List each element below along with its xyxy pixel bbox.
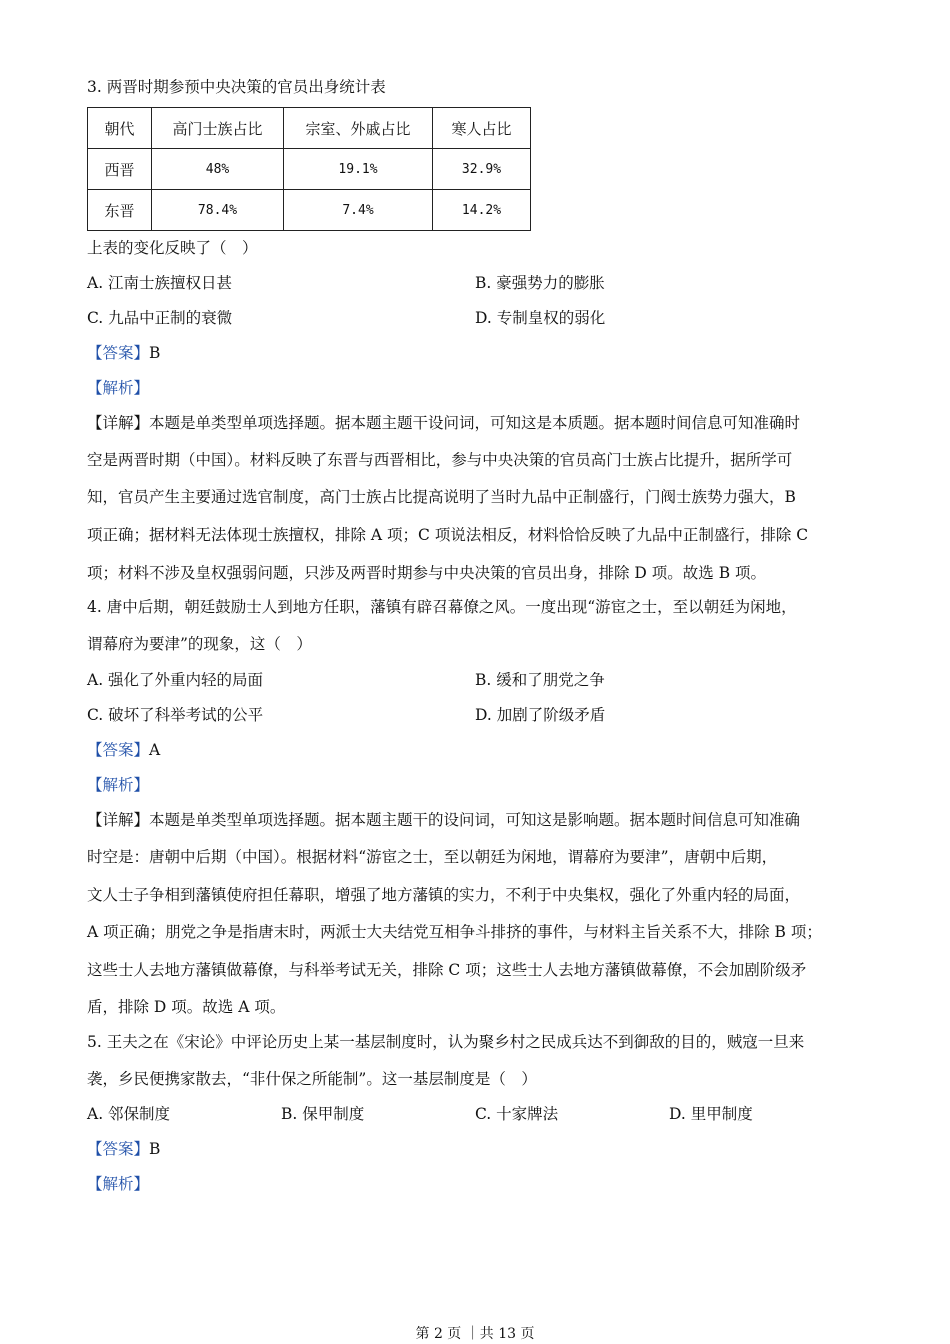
table-cell: 7.4%: [284, 190, 433, 231]
table-cell: 19.1%: [284, 149, 433, 190]
table-header-row: [88, 108, 531, 149]
q5-option-b: B. 保甲制度: [281, 1105, 365, 1123]
q4-answer: [87, 739, 160, 761]
q4-detail-line: [87, 809, 800, 831]
q4-detail-line: 这些士人去地方藩镇做幕僚，与科举考试无关，排除 C 项；这些士人去地方藩镇做幕僚，不会加剧阶级矛: [87, 961, 807, 979]
q3-detail-line: 知，官员产生主要通过选官制度，高门士族占比提高说明了当时九品中正制盛行，门阀士族势力强大，B: [87, 488, 796, 506]
table-header-cell: 高门士族占比: [152, 108, 284, 149]
page-number-footer: 第 2 页 ｜共 13 页: [415, 1326, 535, 1342]
q3-answer: [87, 342, 160, 364]
q4-analysis-tag: 【解析】: [87, 776, 150, 794]
q5-answer: [87, 1138, 160, 1160]
table-header-cell: 宗室、外戚占比: [284, 108, 433, 149]
q3-title: 3. 两晋时期参预中央决策的官员出身统计表: [87, 78, 386, 96]
q3-detail-line: 空是两晋时期（中国）。材料反映了东晋与西晋相比，参与中央决策的官员高门士族占比提升，据所学可: [87, 451, 793, 469]
stats-table: [87, 107, 531, 231]
q3-analysis-tag: 【解析】: [87, 379, 150, 397]
detail-text: 本题是单类型单项选择题。据本题主题干的设问词，可知这是影响题。据本题时间信息可知准确: [149, 811, 801, 829]
answer-value: A: [149, 741, 161, 759]
q5-option-a: A. 邻保制度: [87, 1105, 171, 1123]
answer-value: B: [149, 344, 161, 362]
q3-detail-line: 项正确；据材料无法体现士族擅权，排除 A 项；C 项说法相反，材料恰恰反映了九品中正制盛行，排除 C: [87, 526, 809, 544]
q3-detail-line: 项；材料不涉及皇权强弱问题，只涉及两晋时期参与中央决策的官员出身，排除 D 项。故选 B 项。: [87, 564, 767, 582]
q3-stem: 上表的变化反映了（ ）: [87, 239, 258, 257]
table-cell: 78.4%: [152, 190, 284, 231]
detail-tag: 【详解】: [87, 414, 150, 432]
detail-tag: 【详解】: [87, 811, 150, 829]
table-cell: 14.2%: [433, 190, 531, 231]
table-cell: 西晋: [88, 149, 152, 190]
q3-option-a: A. 江南士族擅权日甚: [87, 274, 233, 292]
q5-option-d: D. 里甲制度: [669, 1105, 753, 1123]
table-header-cell: 寒人占比: [433, 108, 531, 149]
q3-option-c: C. 九品中正制的衰微: [87, 309, 233, 327]
table-header-cell: 朝代: [88, 108, 152, 149]
table-cell: 32.9%: [433, 149, 531, 190]
q3-option-d: D. 专制皇权的弱化: [475, 309, 606, 327]
q4-stem-line: 谓幕府为要津”的现象，这（ ）: [87, 635, 312, 653]
q5-stem-line: 5. 王夫之在《宋论》中评论历史上某一基层制度时，认为聚乡村之民成兵达不到御敌的目的，贼寇一旦来: [87, 1033, 805, 1051]
q5-option-c: C. 十家牌法: [475, 1105, 559, 1123]
answer-tag: 【答案】: [87, 344, 150, 362]
q4-detail-line: 文人士子争相到藩镇使府担任幕职，增强了地方藩镇的实力，不利于中央集权，强化了外重内轻的局面，: [87, 886, 801, 904]
detail-text: 本题是单类型单项选择题。据本题主题干设问词，可知这是本质题。据本题时间信息可知准确时: [149, 414, 801, 432]
q3-option-b: B. 豪强势力的膨胀: [475, 274, 605, 292]
table-cell: 48%: [152, 149, 284, 190]
q4-option-a: A. 强化了外重内轻的局面: [87, 671, 264, 689]
table-row: [88, 190, 531, 231]
q4-option-b: B. 缓和了朋党之争: [475, 671, 605, 689]
table-row: [88, 149, 531, 190]
q5-stem-line: 袭，乡民便携家散去，“非什保之所能制”。这一基层制度是（ ）: [87, 1070, 537, 1088]
table-cell: 东晋: [88, 190, 152, 231]
q4-detail-line: 盾，排除 D 项。故选 A 项。: [87, 998, 286, 1016]
answer-tag: 【答案】: [87, 1140, 150, 1158]
answer-value: B: [149, 1140, 161, 1158]
answer-tag: 【答案】: [87, 741, 150, 759]
q4-option-d: D. 加剧了阶级矛盾: [475, 706, 606, 724]
q4-stem-line: 4. 唐中后期，朝廷鼓励士人到地方任职，藩镇有辟召幕僚之风。一度出现“游宦之士，至以朝廷为闲地，: [87, 598, 797, 616]
q5-analysis-tag: 【解析】: [87, 1175, 150, 1193]
q4-detail-line: A 项正确；朋党之争是指唐末时，两派士大夫结党互相争斗排挤的事件，与材料主旨关系不大，排除 B 项；: [87, 923, 822, 941]
q4-option-c: C. 破坏了科举考试的公平: [87, 706, 264, 724]
q4-detail-line: 时空是：唐朝中后期（中国）。根据材料“游宦之士，至以朝廷为闲地，谓幕府为要津”，唐朝中后期，: [87, 848, 778, 866]
q3-detail-line: [87, 412, 800, 434]
